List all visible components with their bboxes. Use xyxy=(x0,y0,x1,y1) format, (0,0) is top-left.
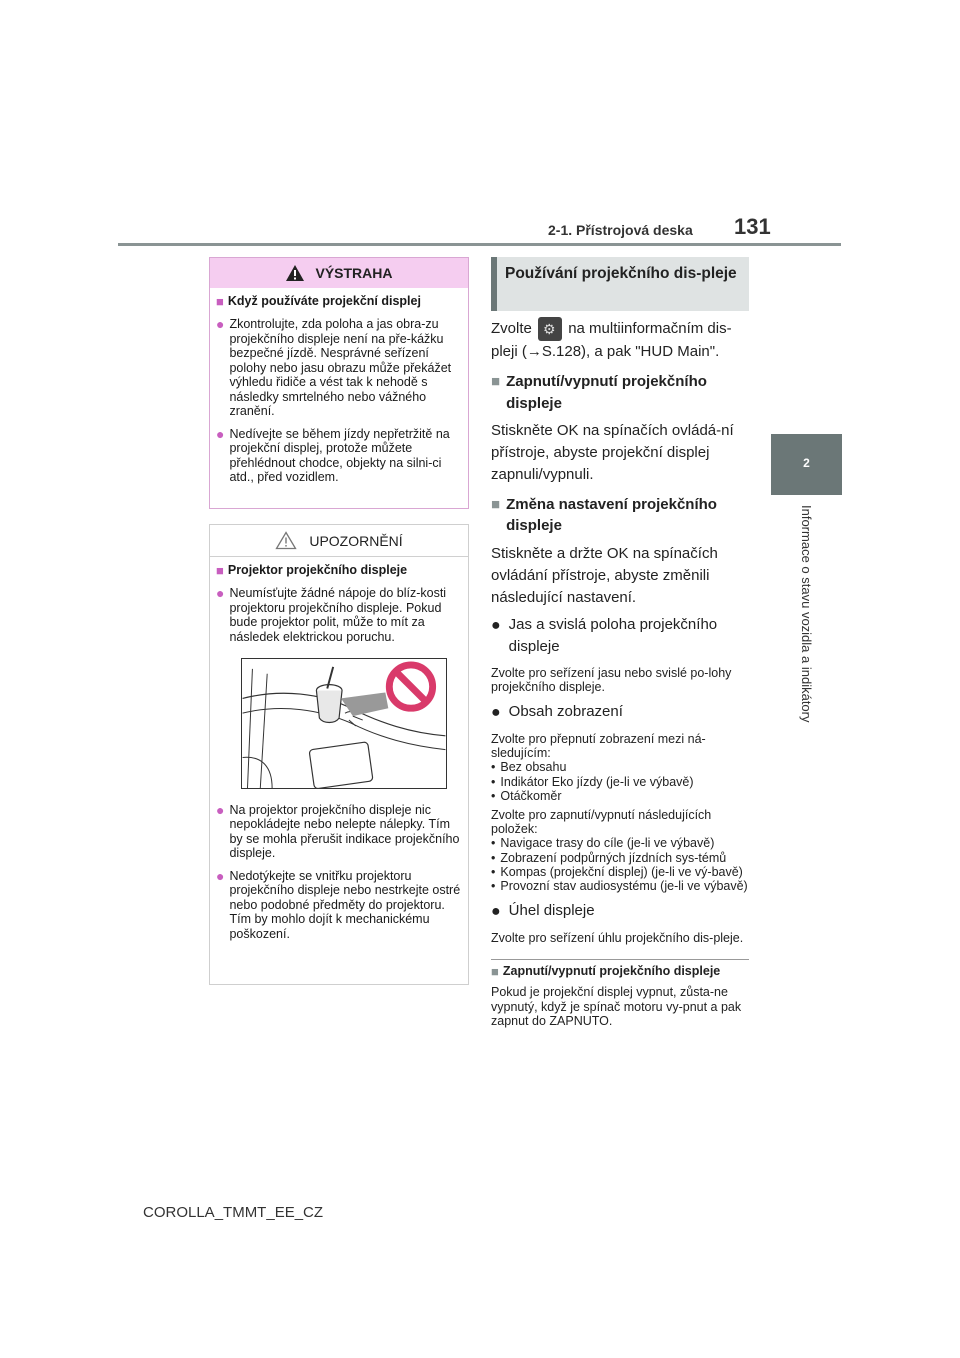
chapter-side-title xyxy=(798,505,816,885)
dot-bullet-icon: ● xyxy=(216,801,225,818)
document-code: COROLLA_TMMT_EE_CZ xyxy=(143,1204,324,1221)
dot-bullet-icon: ● xyxy=(216,316,225,333)
list-item: • Kompas (projekční displej) (je-li ve vý-bavě) xyxy=(491,865,743,880)
notice-subtitle: ■ Projektor projekčního displeje xyxy=(216,563,408,578)
dot-bullet-icon: ● xyxy=(491,617,501,635)
onoff-text: Stiskněte OK na spínačích ovládá-ní přístroje, abyste projekční displej zapnuli/vypnuli. xyxy=(491,422,734,483)
list-item: • Zobrazení podpůrných jízdních sys-témů xyxy=(491,850,727,865)
section-heading: Používání projekčního dis-pleje xyxy=(491,257,749,311)
list-item: • Indikátor Eko jízdy (je-li ve výbavě) xyxy=(491,774,694,789)
square-bullet-icon: ■ xyxy=(216,294,224,309)
square-bullet-icon: ■ xyxy=(491,372,501,390)
section-title: 2-1. Přístrojová deska xyxy=(548,222,693,238)
setting-content: ● Obsah zobrazení xyxy=(491,701,749,724)
header-rule xyxy=(118,243,841,246)
chapter-tab: 2 xyxy=(771,434,842,495)
list-item: • Bez obsahu xyxy=(491,760,567,775)
warning-triangle-icon xyxy=(285,264,305,282)
square-bullet-icon: ■ xyxy=(491,964,499,980)
warning-title: VÝSTRAHA xyxy=(315,265,393,281)
note-heading: ■ Zapnutí/vypnutí projekčního displeje xyxy=(491,964,721,980)
square-bullet-icon: ■ xyxy=(216,563,224,578)
dot-bullet-icon: ● xyxy=(216,585,225,602)
list-item: • Otáčkoměr xyxy=(491,789,562,804)
content-text: Zvolte pro přepnutí zobrazení mezi ná-sledujícím: xyxy=(491,731,706,761)
content-text-2: Zvolte pro zapnutí/vypnutí následujících položek: xyxy=(491,807,712,836)
chapter-side-title-text: Informace o stavu vozidla a indikátory xyxy=(799,505,814,723)
warning-header xyxy=(210,258,468,288)
content-list-2 xyxy=(491,836,749,894)
caution-triangle-icon xyxy=(275,531,297,550)
page-number: 131 xyxy=(734,214,771,239)
dot-bullet-icon: ● xyxy=(216,867,225,884)
notice-title: UPOZORNĚNÍ xyxy=(309,532,403,549)
notice-item: ● Na projektor projekčního displeje nic nepokládejte nebo nelepte nálepky. Tím by se mohla přerušit indikace projekčního displeje. xyxy=(216,801,460,861)
brightness-text: Zvolte pro seřízení jasu nebo svislé po-lohy projekčního displeje. xyxy=(491,665,732,695)
warning-item: ● Nedívejte se během jízdy nepřetržitě na projekční displej, protože můžete přehlédnout chodce, objekty na silni-ci atd., před vozidlem. xyxy=(216,425,450,485)
dot-bullet-icon: ● xyxy=(491,902,501,920)
list-item: • Navigace trasy do cíle (je-li ve výbavě) xyxy=(491,836,715,851)
warning-item: ● Zkontrolujte, zda poloha a jas obra-zu projekčního displeje není na pře-kážku bezpečné jízdě. Nesprávné seřízení polohy nebo jasu obrazu může překážet výhledu řidiče a vést tak k nehodě s následky smrtelného nebo vážného zranění. xyxy=(216,316,452,419)
note-text: Pokud je projekční displej vypnut, zůsta-ne vypnutý, když je spínač motoru vy-pnut a pak zapnut do ZAPNUTO. xyxy=(491,985,742,1029)
setting-angle: ● Úhel displeje xyxy=(491,900,749,923)
angle-text: Zvolte pro seřízení úhlu projekčního dis-pleje. xyxy=(491,931,744,945)
warning-box xyxy=(209,257,469,509)
notice-box xyxy=(209,524,469,985)
square-bullet-icon: ■ xyxy=(491,495,501,513)
setting-brightness: ● Jas a svislá poloha projekčního displeje xyxy=(491,614,749,658)
change-heading: ■ Změna nastavení projekčního displeje xyxy=(491,494,749,538)
settings-icon xyxy=(538,317,562,341)
projector-illustration xyxy=(241,658,447,789)
intro-paragraph: Zvolte ⚙ na multiinformačním dis-pleji (→S.128), a pak "HUD Main". xyxy=(491,317,749,363)
content-list xyxy=(491,760,749,803)
warning-subtitle: ■ Když používáte projekční displej xyxy=(216,294,421,309)
dot-bullet-icon: ● xyxy=(216,425,225,442)
list-item: • Provozní stav audiosystému (je-li ve výbavě) xyxy=(491,879,748,894)
notice-header xyxy=(210,525,468,557)
notice-item: ● Nedotýkejte se vnitřku projektoru projekčního displeje nebo nestrkejte ostré nebo podobné předměty do projektoru. Tím by mohlo dojít k mechanickému poškození. xyxy=(216,867,461,941)
note-section xyxy=(491,959,749,1028)
onoff-heading: ■ Zapnutí/vypnutí projekčního displeje xyxy=(491,371,749,415)
right-column xyxy=(491,257,749,1029)
dot-bullet-icon: ● xyxy=(491,703,501,721)
change-text: Stiskněte a držte OK na spínačích ovládání přístroje, abyste změnili následující nastavení. xyxy=(491,545,718,606)
notice-item: ● Neumísťujte žádné nápoje do blíz-kosti projektoru projekčního displeje. Pokud bude projektor polit, může to mít za následek elektrickou poruchu. xyxy=(216,585,447,644)
